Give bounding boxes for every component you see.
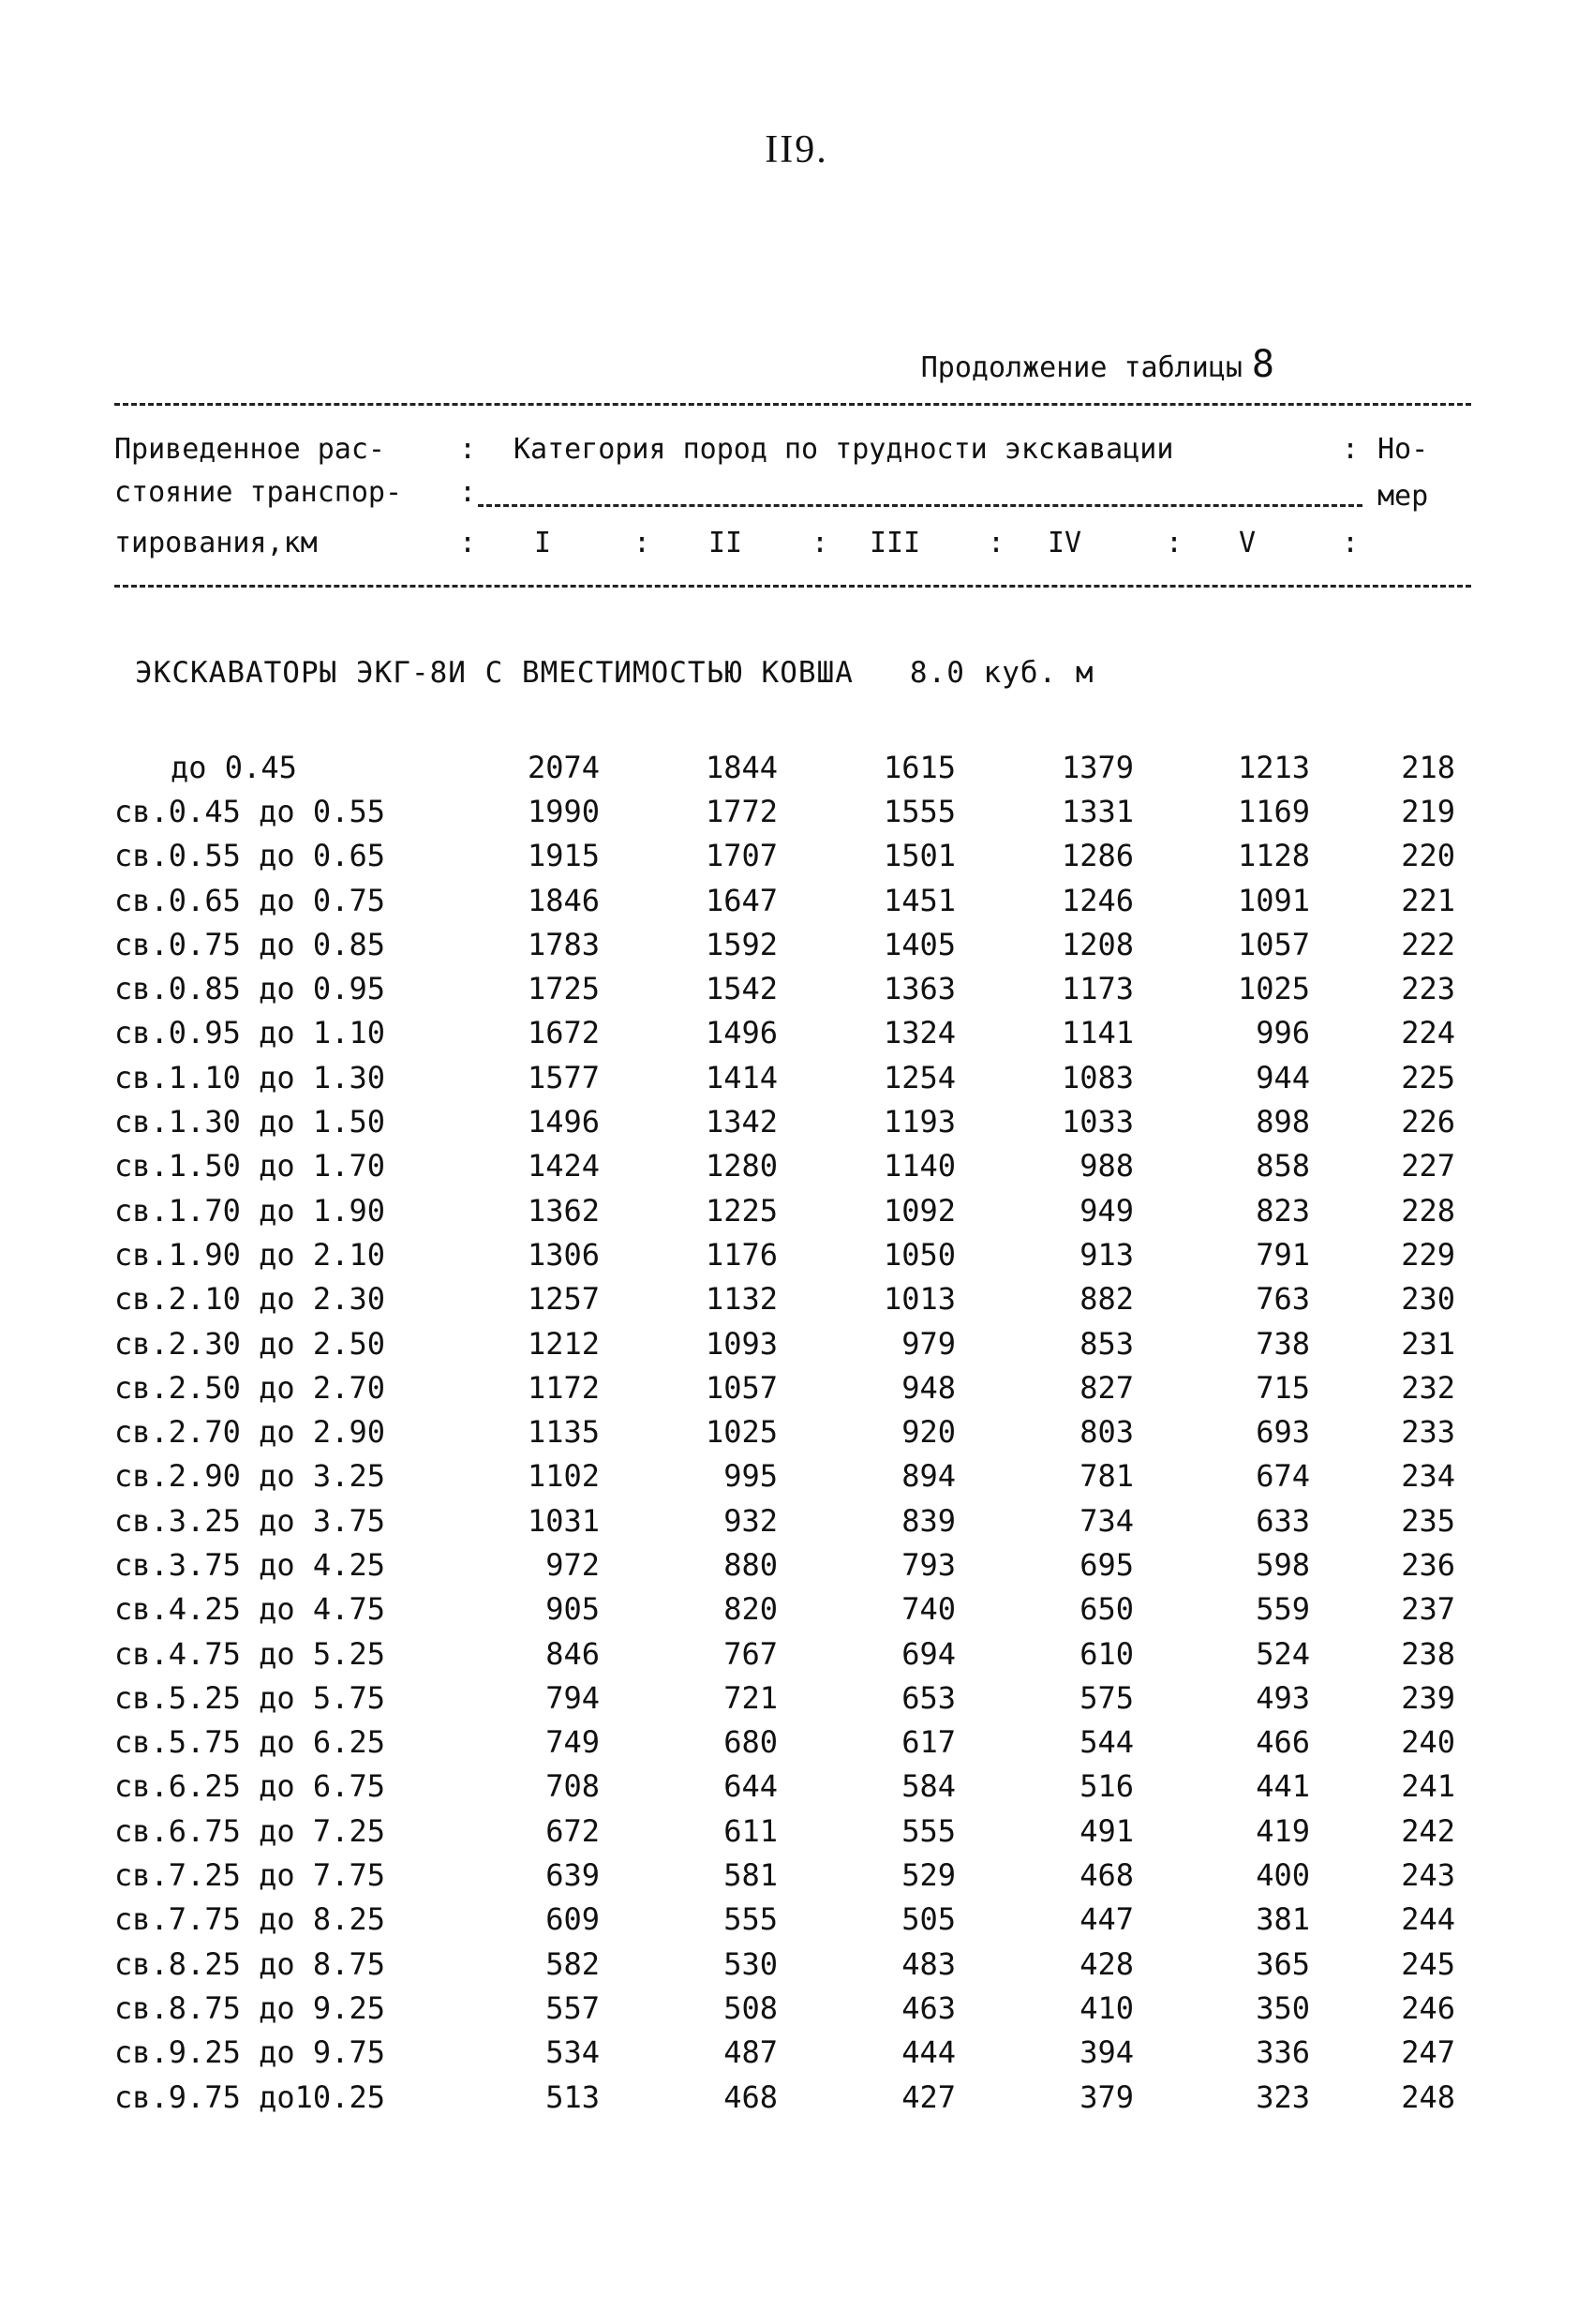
value-cell-cat-5: 693 xyxy=(1256,1414,1310,1451)
table-row xyxy=(114,745,1455,789)
value-cell-cat-3: 1615 xyxy=(883,749,956,785)
distance-cell: св.1.70 до 1.90 xyxy=(114,1192,385,1229)
value-cell-cat-1: 1846 xyxy=(527,882,600,918)
value-cell-cat-2: 1592 xyxy=(705,926,778,962)
value-cell-cat-4: 1246 xyxy=(1061,882,1134,918)
value-cell-cat-3: 1013 xyxy=(883,1281,956,1318)
table-row xyxy=(114,1942,1455,1986)
header-separator: : xyxy=(1166,527,1184,559)
value-cell-cat-2: 820 xyxy=(723,1591,778,1628)
table-row xyxy=(114,1011,1455,1055)
table-row xyxy=(114,1188,1455,1232)
value-cell-cat-3: 1193 xyxy=(883,1104,956,1140)
value-cell-cat-1: 1577 xyxy=(527,1059,600,1095)
table-row xyxy=(114,1765,1455,1809)
row-number-cell: 238 xyxy=(1401,1635,1455,1672)
value-cell-cat-2: 1057 xyxy=(705,1369,778,1406)
value-cell-cat-5: 996 xyxy=(1256,1015,1310,1051)
row-number-cell: 246 xyxy=(1401,1989,1455,2026)
value-cell-cat-3: 793 xyxy=(901,1546,956,1583)
data-table xyxy=(114,745,1455,2119)
value-cell-cat-4: 1141 xyxy=(1061,1015,1134,1051)
value-cell-cat-5: 898 xyxy=(1256,1104,1310,1140)
value-cell-cat-3: 529 xyxy=(901,1857,956,1894)
header-separator: : xyxy=(988,527,1005,559)
value-cell-cat-4: 1173 xyxy=(1061,971,1134,1007)
distance-cell: св.7.75 до 8.25 xyxy=(114,1901,385,1938)
value-cell-cat-4: 988 xyxy=(1079,1148,1134,1184)
table-row xyxy=(114,1853,1455,1897)
value-cell-cat-2: 581 xyxy=(723,1857,778,1894)
value-cell-cat-2: 1414 xyxy=(705,1059,778,1095)
value-cell-cat-2: 721 xyxy=(723,1679,778,1716)
value-cell-cat-1: 2074 xyxy=(527,749,600,785)
header-separator: : xyxy=(459,527,477,559)
value-cell-cat-1: 1362 xyxy=(527,1192,600,1229)
value-cell-cat-2: 767 xyxy=(723,1635,778,1672)
value-cell-cat-2: 1280 xyxy=(705,1148,778,1184)
distance-cell: св.8.75 до 9.25 xyxy=(114,1989,385,2026)
row-number-cell: 240 xyxy=(1401,1724,1455,1761)
value-cell-cat-1: 1172 xyxy=(527,1369,600,1406)
value-cell-cat-3: 463 xyxy=(901,1989,956,2026)
value-cell-cat-4: 781 xyxy=(1079,1458,1134,1495)
value-cell-cat-3: 1092 xyxy=(883,1192,956,1229)
value-cell-cat-3: 444 xyxy=(901,2034,956,2071)
value-cell-cat-2: 1025 xyxy=(705,1414,778,1451)
value-cell-cat-5: 598 xyxy=(1256,1546,1310,1583)
value-cell-cat-2: 508 xyxy=(723,1989,778,2026)
value-cell-cat-4: 949 xyxy=(1079,1192,1134,1229)
value-cell-cat-2: 680 xyxy=(723,1724,778,1761)
distance-cell: св.3.75 до 4.25 xyxy=(114,1546,385,1583)
value-cell-cat-4: 827 xyxy=(1079,1369,1134,1406)
value-cell-cat-3: 1324 xyxy=(883,1015,956,1051)
value-cell-cat-2: 555 xyxy=(723,1901,778,1938)
row-number-cell: 220 xyxy=(1401,838,1455,874)
value-cell-cat-1: 1306 xyxy=(527,1236,600,1273)
value-cell-cat-5: 323 xyxy=(1256,2078,1310,2115)
value-cell-cat-5: 1128 xyxy=(1237,838,1310,874)
row-number-cell: 231 xyxy=(1401,1325,1455,1362)
value-cell-cat-4: 695 xyxy=(1079,1546,1134,1583)
value-cell-cat-1: 1672 xyxy=(527,1015,600,1051)
value-cell-cat-3: 920 xyxy=(901,1414,956,1451)
value-cell-cat-5: 858 xyxy=(1256,1148,1310,1184)
value-cell-cat-3: 1451 xyxy=(883,882,956,918)
distance-cell: св.1.10 до 1.30 xyxy=(114,1059,385,1095)
distance-cell: св.0.55 до 0.65 xyxy=(114,838,385,874)
table-row xyxy=(114,1898,1455,1942)
row-number-cell: 239 xyxy=(1401,1679,1455,1716)
value-cell-cat-5: 633 xyxy=(1256,1502,1310,1539)
row-number-cell: 232 xyxy=(1401,1369,1455,1406)
table-row xyxy=(114,966,1455,1010)
distance-cell: св.0.45 до 0.55 xyxy=(114,793,385,829)
distance-cell: св.0.95 до 1.10 xyxy=(114,1015,385,1051)
value-cell-cat-3: 653 xyxy=(901,1679,956,1716)
value-cell-cat-5: 1057 xyxy=(1237,926,1310,962)
value-cell-cat-1: 639 xyxy=(545,1857,600,1894)
value-cell-cat-1: 672 xyxy=(545,1812,600,1849)
value-cell-cat-2: 487 xyxy=(723,2034,778,2071)
value-cell-cat-2: 1342 xyxy=(705,1104,778,1140)
distance-cell: св.3.25 до 3.75 xyxy=(114,1502,385,1539)
value-cell-cat-4: 428 xyxy=(1079,1945,1134,1982)
table-row xyxy=(114,2031,1455,2075)
section-title xyxy=(135,656,1094,690)
value-cell-cat-1: 905 xyxy=(545,1591,600,1628)
value-cell-cat-3: 505 xyxy=(901,1901,956,1938)
value-cell-cat-5: 441 xyxy=(1256,1768,1310,1805)
value-cell-cat-1: 557 xyxy=(545,1989,600,2026)
table-row xyxy=(114,1587,1455,1631)
value-cell-cat-2: 1542 xyxy=(705,971,778,1007)
value-cell-cat-4: 734 xyxy=(1079,1502,1134,1539)
header-col1-line2: стояние транспор- xyxy=(114,476,403,509)
table-row xyxy=(114,1099,1455,1143)
value-cell-cat-3: 1405 xyxy=(883,926,956,962)
distance-cell: св.6.75 до 7.25 xyxy=(114,1812,385,1849)
header-separator: : xyxy=(633,527,651,559)
header-number-line1: Но- xyxy=(1377,433,1429,466)
value-cell-cat-3: 584 xyxy=(901,1768,956,1805)
row-number-cell: 221 xyxy=(1401,882,1455,918)
page-number: II9. xyxy=(765,128,828,171)
value-cell-cat-2: 932 xyxy=(723,1502,778,1539)
value-cell-cat-2: 1647 xyxy=(705,882,778,918)
row-number-cell: 235 xyxy=(1401,1502,1455,1539)
table-row xyxy=(114,1277,1455,1321)
value-cell-cat-2: 644 xyxy=(723,1768,778,1805)
value-cell-cat-4: 853 xyxy=(1079,1325,1134,1362)
table-row xyxy=(114,1055,1455,1099)
row-number-cell: 236 xyxy=(1401,1546,1455,1583)
value-cell-cat-3: 979 xyxy=(901,1325,956,1362)
value-cell-cat-1: 1135 xyxy=(527,1414,600,1451)
value-cell-cat-5: 466 xyxy=(1256,1724,1310,1761)
table-row xyxy=(114,1321,1455,1365)
distance-cell: св.2.70 до 2.90 xyxy=(114,1414,385,1451)
value-cell-cat-5: 419 xyxy=(1256,1812,1310,1849)
value-cell-cat-4: 447 xyxy=(1079,1901,1134,1938)
value-cell-cat-5: 791 xyxy=(1256,1236,1310,1273)
distance-cell: св.7.25 до 7.75 xyxy=(114,1857,385,1894)
row-number-cell: 247 xyxy=(1401,2034,1455,2071)
value-cell-cat-4: 1379 xyxy=(1061,749,1134,785)
value-cell-cat-4: 1286 xyxy=(1061,838,1134,874)
row-number-cell: 224 xyxy=(1401,1015,1455,1051)
value-cell-cat-3: 617 xyxy=(901,1724,956,1761)
section-title-volume: 8.0 куб. м xyxy=(909,656,1094,690)
row-number-cell: 223 xyxy=(1401,971,1455,1007)
table-row xyxy=(114,1498,1455,1542)
value-cell-cat-2: 1176 xyxy=(705,1236,778,1273)
value-cell-cat-4: 544 xyxy=(1079,1724,1134,1761)
category-III: III xyxy=(870,527,921,559)
header-separator: : xyxy=(1342,433,1360,466)
header-separator: : xyxy=(1342,527,1360,559)
value-cell-cat-1: 1424 xyxy=(527,1148,600,1184)
category-V: V xyxy=(1239,527,1257,559)
value-cell-cat-1: 534 xyxy=(545,2034,600,2071)
value-cell-cat-1: 1915 xyxy=(527,838,600,874)
distance-cell: св.2.30 до 2.50 xyxy=(114,1325,385,1362)
distance-cell: св.8.25 до 8.75 xyxy=(114,1945,385,1982)
distance-cell: св.9.25 до 9.75 xyxy=(114,2034,385,2071)
value-cell-cat-2: 1132 xyxy=(705,1281,778,1318)
row-number-cell: 222 xyxy=(1401,926,1455,962)
value-cell-cat-5: 493 xyxy=(1256,1679,1310,1716)
value-cell-cat-2: 1707 xyxy=(705,838,778,874)
header-inner-rule xyxy=(478,504,1362,507)
row-number-cell: 229 xyxy=(1401,1236,1455,1273)
row-number-cell: 234 xyxy=(1401,1458,1455,1495)
row-number-cell: 225 xyxy=(1401,1059,1455,1095)
row-number-cell: 245 xyxy=(1401,1945,1455,1982)
row-number-cell: 228 xyxy=(1401,1192,1455,1229)
distance-cell: св.1.50 до 1.70 xyxy=(114,1148,385,1184)
value-cell-cat-1: 708 xyxy=(545,1768,600,1805)
distance-cell: св.2.50 до 2.70 xyxy=(114,1369,385,1406)
value-cell-cat-1: 1031 xyxy=(527,1502,600,1539)
value-cell-cat-1: 1496 xyxy=(527,1104,600,1140)
category-IV: IV xyxy=(1048,527,1082,559)
value-cell-cat-1: 1257 xyxy=(527,1281,600,1318)
value-cell-cat-5: 559 xyxy=(1256,1591,1310,1628)
row-number-cell: 242 xyxy=(1401,1812,1455,1849)
category-I: I xyxy=(534,527,552,559)
top-rule xyxy=(114,403,1471,406)
distance-cell: св.2.90 до 3.25 xyxy=(114,1458,385,1495)
distance-cell: св.1.90 до 2.10 xyxy=(114,1236,385,1273)
value-cell-cat-5: 823 xyxy=(1256,1192,1310,1229)
value-cell-cat-4: 882 xyxy=(1079,1281,1134,1318)
value-cell-cat-4: 379 xyxy=(1079,2078,1134,2115)
value-cell-cat-1: 1783 xyxy=(527,926,600,962)
value-cell-cat-1: 582 xyxy=(545,1945,600,1982)
value-cell-cat-4: 913 xyxy=(1079,1236,1134,1273)
category-II: II xyxy=(708,527,743,559)
value-cell-cat-3: 839 xyxy=(901,1502,956,1539)
row-number-cell: 226 xyxy=(1401,1104,1455,1140)
header-number-line2: мер xyxy=(1377,480,1429,513)
value-cell-cat-4: 803 xyxy=(1079,1414,1134,1451)
row-number-cell: 219 xyxy=(1401,793,1455,829)
table-row xyxy=(114,834,1455,878)
value-cell-cat-4: 410 xyxy=(1079,1989,1134,2026)
value-cell-cat-5: 1025 xyxy=(1237,971,1310,1007)
header-col1-line3: тирования,км xyxy=(114,527,318,559)
header-bottom-rule xyxy=(114,585,1471,588)
row-number-cell: 237 xyxy=(1401,1591,1455,1628)
value-cell-cat-2: 468 xyxy=(723,2078,778,2115)
table-row xyxy=(114,1232,1455,1276)
header-separator: : xyxy=(459,476,477,509)
value-cell-cat-5: 1091 xyxy=(1237,882,1310,918)
value-cell-cat-2: 1225 xyxy=(705,1192,778,1229)
value-cell-cat-3: 894 xyxy=(901,1458,956,1495)
row-number-cell: 248 xyxy=(1401,2078,1455,2115)
value-cell-cat-4: 1208 xyxy=(1061,926,1134,962)
value-cell-cat-3: 1050 xyxy=(883,1236,956,1273)
value-cell-cat-5: 715 xyxy=(1256,1369,1310,1406)
distance-cell: св.5.25 до 5.75 xyxy=(114,1679,385,1716)
header-separator: : xyxy=(459,433,477,466)
value-cell-cat-3: 427 xyxy=(901,2078,956,2115)
value-cell-cat-5: 944 xyxy=(1256,1059,1310,1095)
value-cell-cat-5: 381 xyxy=(1256,1901,1310,1938)
header-separator: : xyxy=(811,527,829,559)
table-row xyxy=(114,1631,1455,1676)
value-cell-cat-2: 1496 xyxy=(705,1015,778,1051)
caption-text: Продолжение таблицы xyxy=(920,351,1243,384)
header-category-title: Категория пород по трудности экскавации xyxy=(514,433,1174,466)
value-cell-cat-5: 1213 xyxy=(1237,749,1310,785)
value-cell-cat-2: 1772 xyxy=(705,793,778,829)
value-cell-cat-3: 740 xyxy=(901,1591,956,1628)
value-cell-cat-3: 1555 xyxy=(883,793,956,829)
distance-cell: св.6.25 до 6.75 xyxy=(114,1768,385,1805)
row-number-cell: 230 xyxy=(1401,1281,1455,1318)
value-cell-cat-4: 1331 xyxy=(1061,793,1134,829)
value-cell-cat-4: 491 xyxy=(1079,1812,1134,1849)
value-cell-cat-5: 400 xyxy=(1256,1857,1310,1894)
table-row xyxy=(114,1409,1455,1453)
value-cell-cat-4: 516 xyxy=(1079,1768,1134,1805)
value-cell-cat-1: 1990 xyxy=(527,793,600,829)
value-cell-cat-4: 650 xyxy=(1079,1591,1134,1628)
value-cell-cat-1: 1102 xyxy=(527,1458,600,1495)
value-cell-cat-1: 972 xyxy=(545,1546,600,1583)
distance-cell: св.5.75 до 6.25 xyxy=(114,1724,385,1761)
value-cell-cat-4: 1083 xyxy=(1061,1059,1134,1095)
table-row xyxy=(114,1721,1455,1765)
row-number-cell: 227 xyxy=(1401,1148,1455,1184)
value-cell-cat-1: 1212 xyxy=(527,1325,600,1362)
value-cell-cat-3: 1140 xyxy=(883,1148,956,1184)
value-cell-cat-5: 365 xyxy=(1256,1945,1310,1982)
row-number-cell: 233 xyxy=(1401,1414,1455,1451)
distance-cell: св.0.65 до 0.75 xyxy=(114,882,385,918)
row-number-cell: 241 xyxy=(1401,1768,1455,1805)
value-cell-cat-3: 1363 xyxy=(883,971,956,1007)
value-cell-cat-2: 530 xyxy=(723,1945,778,1982)
table-row xyxy=(114,1809,1455,1853)
distance-cell: св.1.30 до 1.50 xyxy=(114,1104,385,1140)
row-number-cell: 244 xyxy=(1401,1901,1455,1938)
header-col1-line1: Приведенное рас- xyxy=(114,433,385,466)
value-cell-cat-1: 513 xyxy=(545,2078,600,2115)
value-cell-cat-5: 763 xyxy=(1256,1281,1310,1318)
value-cell-cat-3: 483 xyxy=(901,1945,956,1982)
distance-cell: св.2.10 до 2.30 xyxy=(114,1281,385,1318)
value-cell-cat-4: 394 xyxy=(1079,2034,1134,2071)
value-cell-cat-2: 1844 xyxy=(705,749,778,785)
value-cell-cat-3: 555 xyxy=(901,1812,956,1849)
value-cell-cat-4: 468 xyxy=(1079,1857,1134,1894)
data-table-body xyxy=(114,745,1455,2119)
table-number: 8 xyxy=(1251,343,1274,386)
value-cell-cat-2: 1093 xyxy=(705,1325,778,1362)
table-row xyxy=(114,2075,1455,2119)
table-row xyxy=(114,1542,1455,1587)
distance-cell: св.0.85 до 0.95 xyxy=(114,971,385,1007)
value-cell-cat-1: 609 xyxy=(545,1901,600,1938)
table-row xyxy=(114,1676,1455,1720)
value-cell-cat-5: 336 xyxy=(1256,2034,1310,2071)
distance-cell: св.4.75 до 5.25 xyxy=(114,1635,385,1672)
value-cell-cat-3: 1501 xyxy=(883,838,956,874)
value-cell-cat-4: 575 xyxy=(1079,1679,1134,1716)
value-cell-cat-3: 948 xyxy=(901,1369,956,1406)
table-row xyxy=(114,1144,1455,1188)
row-number-cell: 218 xyxy=(1401,749,1455,785)
value-cell-cat-1: 846 xyxy=(545,1635,600,1672)
value-cell-cat-5: 524 xyxy=(1256,1635,1310,1672)
table-caption xyxy=(921,343,1274,386)
value-cell-cat-5: 350 xyxy=(1256,1989,1310,2026)
distance-cell: св.9.75 до10.25 xyxy=(114,2078,385,2115)
value-cell-cat-4: 1033 xyxy=(1061,1104,1134,1140)
table-row xyxy=(114,1986,1455,2030)
distance-cell: до 0.45 xyxy=(171,749,297,785)
table-row xyxy=(114,789,1455,833)
table-row xyxy=(114,922,1455,966)
value-cell-cat-4: 610 xyxy=(1079,1635,1134,1672)
distance-cell: св.0.75 до 0.85 xyxy=(114,926,385,962)
table-row xyxy=(114,1365,1455,1409)
value-cell-cat-3: 694 xyxy=(901,1635,956,1672)
value-cell-cat-2: 611 xyxy=(723,1812,778,1849)
value-cell-cat-1: 1725 xyxy=(527,971,600,1007)
value-cell-cat-5: 1169 xyxy=(1237,793,1310,829)
value-cell-cat-5: 674 xyxy=(1256,1458,1310,1495)
table-row xyxy=(114,878,1455,922)
value-cell-cat-2: 880 xyxy=(723,1546,778,1583)
distance-cell: св.4.25 до 4.75 xyxy=(114,1591,385,1628)
table-row xyxy=(114,1454,1455,1498)
value-cell-cat-5: 738 xyxy=(1256,1325,1310,1362)
value-cell-cat-3: 1254 xyxy=(883,1059,956,1095)
value-cell-cat-1: 749 xyxy=(545,1724,600,1761)
section-title-text: ЭКСКАВАТОРЫ ЭКГ-8И С ВМЕСТИМОСТЬЮ КОВША xyxy=(135,656,854,690)
value-cell-cat-1: 794 xyxy=(545,1679,600,1716)
value-cell-cat-2: 995 xyxy=(723,1458,778,1495)
row-number-cell: 243 xyxy=(1401,1857,1455,1894)
